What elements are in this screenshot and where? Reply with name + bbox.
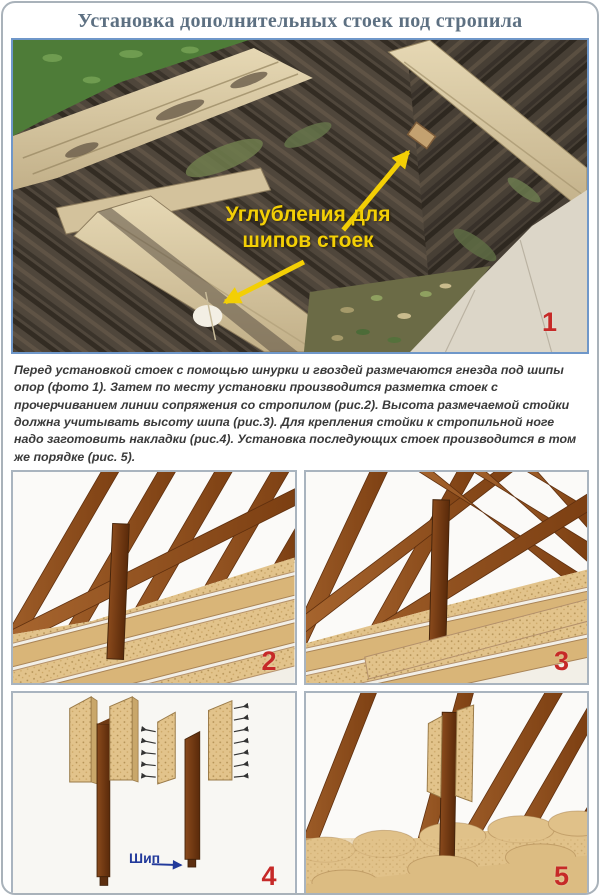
figure-grid [11, 470, 589, 895]
figure3-rafters-illustration [306, 472, 588, 683]
figure3-post [429, 500, 449, 650]
figure-5 [304, 691, 590, 895]
figure-5-number: 5 [553, 861, 569, 892]
photo-number: 1 [541, 307, 557, 337]
photo-annotation-line2: шипов стоек [242, 229, 374, 253]
figure2-rafters-illustration [13, 472, 295, 683]
figure-2 [11, 470, 297, 685]
figure-4 [11, 691, 297, 895]
figure-3 [304, 470, 590, 685]
figure-4-number: 4 [261, 861, 277, 892]
description-text: Перед установкой стоек с помощью шнурки и гвоздей размечаются гнезда под шипы опор (фото 1). Затем по месту установки производится разметка стоек с прочерчиванием линии сопряжения со стропилом (рис.2). Высота размечаемой стойки должна учитывать высоту шипа (рис.3). Для крепления стойки к стропильной ноге надо заготовить накладки (рис.4). Установка последующих стоек производится в том же порядке (рис. 5). [14, 363, 577, 464]
page-container [1, 1, 599, 895]
page-title: Установка дополнительных стоек под стропила [77, 10, 523, 32]
photo-annotation [163, 202, 453, 255]
figure5-installed-post-illustration [306, 693, 588, 895]
figure-3-number: 3 [553, 646, 569, 677]
photo-annotation-line1: Углубления для [225, 203, 391, 226]
log-frame-photo-illustration [13, 40, 587, 352]
photo-figure [11, 38, 589, 354]
figure-2-number: 2 [261, 646, 277, 677]
tenon-label: Шип [129, 850, 161, 867]
